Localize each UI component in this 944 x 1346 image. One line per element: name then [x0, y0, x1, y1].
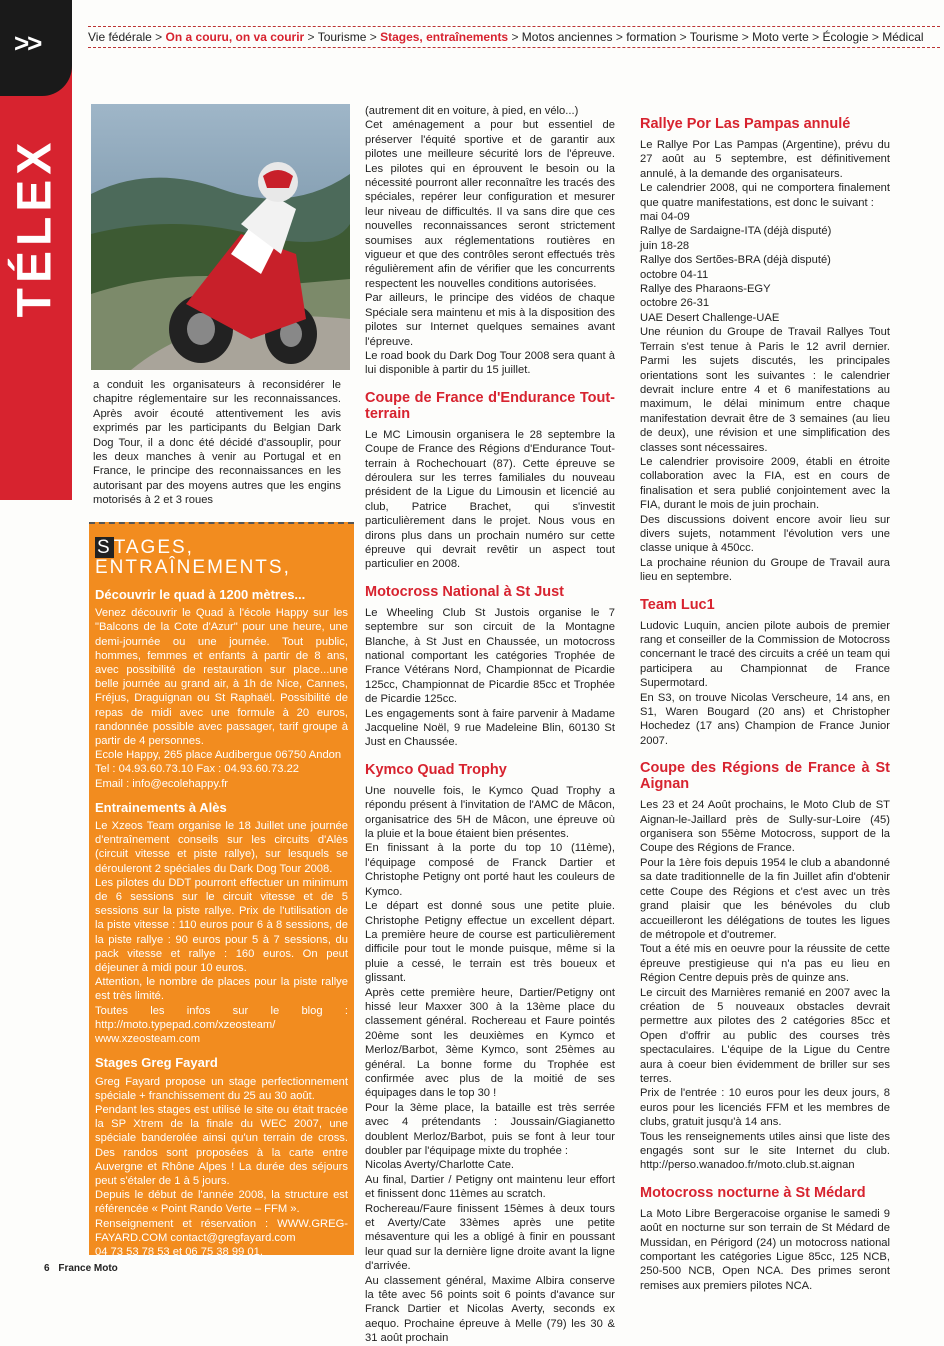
article-paragraph: Pour la 3ème place, la bataille est très serrée avec 4 prétendants : Joussain/Giagianetto doublent Merloz/Barbot, puis se font à leur tour doubler par l'équipage mixte du trophée : — [365, 1101, 615, 1157]
breadcrumb-separator: > — [151, 30, 166, 44]
article-paragraph: octobre 04-11 — [640, 268, 709, 281]
breadcrumb-item[interactable]: Médical — [882, 30, 924, 44]
column-3 — [640, 116, 890, 1293]
article-paragraph: Venez découvrir le Quad à l'école Happy sur les "Balcons de la Cote d'Azur" pour une heure, une demi-journée ou une journée. Tout public, hommes, femmes et enfants à partir de 8 ans, avec possibilité de restauration sur place...une belle journée au grand air, à 1h de Nice, Cannes, Fréjus, Draguignan ou St Raphaël. Possibilité de repas de midi avec une formule à 20 euros, randonnée possible avec passager, tarif groupe à partir de 4 personnes. — [95, 607, 348, 748]
article-paragraph: Le calendrier 2008, qui ne comportera finalement que quatre manifestations, est donc le suivant : — [640, 182, 890, 209]
breadcrumb-separator: > — [508, 30, 522, 44]
arrow-icon: >> — [14, 28, 41, 58]
article-paragraph: Tous les renseignements utiles ainsi que liste des engagés sont sur le site Internet du club. http://perso.wanadoo.fr/moto.club.st.aignan — [640, 1130, 890, 1172]
photo-motorcyclist — [91, 104, 350, 370]
article-heading: Entrainements à Alès — [95, 799, 227, 815]
breadcrumb-separator: > — [366, 30, 381, 44]
breadcrumb-item[interactable]: formation — [626, 30, 677, 44]
breadcrumb-separator: > — [676, 30, 690, 44]
motorcyclist-illustration — [91, 104, 350, 370]
breadcrumb-item[interactable]: Écologie — [822, 30, 869, 44]
breadcrumb-item[interactable]: Tourisme — [689, 30, 739, 44]
article-paragraph: Rallye de Sardaigne-ITA (déjà disputé) — [640, 225, 832, 238]
section-title: TÉLEX — [8, 137, 62, 318]
breadcrumb-item[interactable]: Tourisme — [317, 30, 367, 44]
article-paragraph: Cet aménagement a pour but essentiel de préserver l'équité sportive et de garantir aux pilotes une meilleure sécurité lors de l'épreuve. Les pilotes qui en éprouvent le besoin ou la nécessité pourront aller reconnaître les tracés des spéciales, repérer leur configuration et mesurer leur niveau de difficultés. Il va sans dire que ces nouvelles reconnaissances seront strictement soumises aux réglementations routières en vigueur et que des contrôles seront effectués très régulièrement afin de vérifier que les concurrents respectent les nouvelles conditions autorisées. — [365, 119, 615, 290]
page-footer — [44, 1263, 118, 1274]
article-paragraph: Tel : 04.93.60.73.10 Fax : 04.93.60.73.22 — [95, 763, 300, 776]
article-paragraph: La prochaine réunion du Groupe de Travail aura lieu en septembre. — [640, 556, 890, 584]
article-paragraph: Au classement général, Maxime Albira conserve la tête avec 56 points soit 6 points d'avance sur Franck Dartier et Nicolas Averty, seconds ex aequo. Prochaine épreuve à Melle (79) les 30 & 31 août prochain — [365, 1274, 615, 1345]
breadcrumb-item[interactable]: Motos anciennes — [521, 30, 613, 44]
breadcrumb-separator: > — [612, 30, 627, 44]
article-paragraph: juin 18-28 — [640, 239, 690, 252]
article-paragraph: Une nouvelle fois, le Kymco Quad Trophy a répondu présent à l'invitation de l'AMC de Mâcon, organisatrice des 5H de Mâcon, une épreuve où la pluie et la boue étaient bien présentes. — [365, 784, 615, 841]
article-paragraph: Renseignement et réservation : WWW.GREG-FAYARD.COM contact@gregfayard.com — [95, 1217, 348, 1244]
article-paragraph: Le road book du Dark Dog Tour 2008 sera quant à lui disponible à partir du 15 juillet. — [365, 349, 615, 377]
box-title: S TAGES, ENTRAÎNEMENTS, — [95, 537, 291, 578]
section-tab-header — [0, 0, 72, 96]
article-paragraph: Les engagements sont à faire parvenir à Madame Jacqueline Noël, 9 rue Madeleine Blin, 60130 St Just en Chaussée. — [365, 707, 615, 749]
article-paragraph: Après cette première heure, Dartier/Petigny ont hissé leur Maxxer 300 à la 13ème place du classement général. Rochereau et Faure pointés 20ème sont les deuxièmes en Kymco et Merloz/Barbot, 3ème Kymco, sont 25èmes au général. La bonne forme du Trophée est confirmée avec plus de la moitié de ses équipages dans le top 30 ! — [365, 986, 615, 1100]
article-paragraph: Tout a été mis en oeuvre pour la réussite de cette épreuve prestigieuse qui n'a pas eu lieu en Région Centre depuis près de quinze ans. — [640, 943, 890, 985]
column-1-text — [93, 378, 341, 508]
article-heading: Coupe de France d'Endurance Tout-terrain — [365, 389, 615, 422]
article-paragraph: Au final, Dartier / Petigny ont maintenu leur effort et finissent donc 11èmes au scratch. — [365, 1173, 615, 1201]
article-paragraph: Rochereau/Faure finissent 15èmes à deux tours et Averty/Cate 33èmes après une petite mésaventure qui les a obligé à finir en poussant leur quad sur la dernière ligne droite avant la ligne d'arrivée. — [365, 1202, 615, 1273]
article-paragraph: Le Xzeos Team organise le 18 Juillet une journée d'entraînement conseils sur les circuits d'Alès (circuit vitesse et piste rallye), sur lesquels se dérouleront 2 spéciales du Dark Dog Tour 2008. — [95, 820, 348, 875]
article-paragraph: Le circuit des Marnières remanié en 2007 avec la création de 5 nouveaux obstacles devrait permettre aux pilotes des 2 catégories 85cc et Open d'offrir au public des courses très spectaculaires. L'équipe de la Ligue du Centre aura à coeur bien évidemment de briller sur ses terres. — [640, 986, 890, 1085]
article-paragraph: octobre 26-31 — [640, 297, 710, 310]
breadcrumb — [88, 26, 940, 48]
article-paragraph: Une réunion du Groupe de Travail Rallyes Tout Terrain s'est tenue à Paris le 12 avril dernier. Parmi les sujets discutés, les principales orientations sont les suivantes : le calendrier devrait inclure entre 4 et 6 manifestations au maximum, le délai minimum entre chaque manifestation devrait être de 3 semaines (au lieu de deux), une révision et une simplification des classes sont nécessaires. — [640, 326, 890, 454]
column-2 — [365, 104, 615, 1346]
article-paragraph: En S3, on trouve Nicolas Verscheure, 14 ans, en S1, Waren Bougard (20 ans) et Christopher Hochedez (17 ans) Champion de France Junior 2007. — [640, 691, 890, 747]
article-paragraph: Le MC Limousin organisera le 28 septembre la Coupe de France des Régions d'Endurance Tout-terrain à Rochechouart (87). Cette épreuve se déroulera sur les terres familiales du nouveau président de la Ligue du Limousin et licencié au club, Patrice Brachet, qui s'investit particulièrement dans le projet. Nous vous en dirons plus dans un prochain numéro sur cette épreuve qui devrait revêtir un aspect tout particulier en 2008. — [365, 428, 615, 571]
magazine-name: France Moto — [58, 1263, 118, 1274]
article-paragraph: Les 23 et 24 Août prochains, le Moto Club de ST Aignan-le-Jaillard près de Sully-sur-Loire (45) organisera son 55ème Motocross, support de la Coupe des Régions de France. — [640, 799, 890, 855]
article-paragraph: Rallye des Pharaons-EGY — [640, 283, 771, 296]
breadcrumb-item[interactable]: Moto verte — [752, 30, 809, 44]
breadcrumb-separator: > — [808, 30, 823, 44]
article-paragraph: Prix de l'entrée : 10 euros pour les deux jours, 8 euros pour les licenciés FFM et les membres de clubs, gratuit jusqu'à 14 ans. — [640, 1087, 890, 1129]
article-paragraph: Par ailleurs, le principe des vidéos de chaque Spéciale sera maintenu et mis à la disposition des pilotes sur Internet quelques semaines avant l'épreuve. — [365, 292, 615, 348]
article-paragraph: 04 73 53 78 53 et 06 75 38 99 01. — [95, 1245, 263, 1258]
article-paragraph: En finissant à la porte du top 10 (11ème), l'équipage composé de Franck Dartier et Christophe Petigny ont porté haut les couleurs de Kymco. — [365, 842, 615, 898]
article-paragraph: Des discussions doivent encore avoir lieu sur divers sujets, notamment l'évolution vers une classe unique à 450cc. — [640, 513, 890, 555]
article-paragraph: Le calendrier provisoire 2009, établi en étroite collaboration avec la FIA, est en cours de finalisation et sera publié conjointement avec la FIA, durant le mois de juin prochain. — [640, 455, 890, 512]
article-paragraph: Ecole Happy, 265 place Audibergue 06750 Andon — [95, 749, 342, 762]
article-heading: Stages Greg Fayard — [95, 1055, 218, 1071]
article-heading: Motocross National à St Just — [365, 583, 565, 600]
breadcrumb-separator: > — [868, 30, 883, 44]
breadcrumb-item[interactable]: Stages, entraînements — [380, 30, 509, 44]
article-heading: Rallye Por Las Pampas annulé — [640, 116, 851, 132]
article-paragraph: Email : info@ecolehappy.fr — [95, 777, 229, 790]
article-heading: Découvrir le quad à 1200 mètres... — [95, 587, 306, 602]
article-paragraph: Rallye dos Sertões-BRA (déjà disputé) — [640, 254, 831, 267]
breadcrumb-separator: > — [304, 30, 318, 44]
article-paragraph: Depuis le début de l'année 2008, la structure est référencée « Point Rando Verte – FFM ». — [95, 1189, 348, 1216]
article-paragraph: UAE Desert Challenge-UAE — [640, 311, 780, 324]
article-paragraph: a conduit les organisateurs à reconsidérer le chapitre réglementaire sur les reconnaissances. Après avoir écouté attentivement les avis exprimés par les participants du Belgian Dark Dog Tour, il a donc été décidé d'assouplir, pour les deux manches à venir au Portugal et en France, le principe des reconnaissances en les autorisant par des moyens autres que les engins motorisés à 2 et 3 roues — [93, 379, 341, 507]
article-paragraph: Greg Fayard propose un stage perfectionnement spéciale + franchissement du 25 au 30 août. — [95, 1075, 348, 1102]
breadcrumb-separator: > — [738, 30, 753, 44]
breadcrumb-item[interactable]: On a couru, on va courir — [165, 30, 305, 44]
article-paragraph: Le Rallye Por Las Pampas (Argentine), prévu du 27 août au 5 septembre, est définitivement annulé, à la demande des organisateurs. — [640, 139, 890, 180]
article-paragraph: (autrement dit en voiture, à pied, en vélo...) — [365, 105, 579, 117]
article-paragraph: Pour la 1ère fois depuis 1954 le club a abandonné sa date traditionnelle de la fin Juillet afin d'obtenir cette Coupe des Régions et c'est avec un très grand plaisir que les bénévoles du club accueilleront les délégations de toutes les ligues de métropole et d'outremer. — [640, 856, 890, 941]
article-paragraph: Le Wheeling Club St Justois organise le 7 septembre sur son circuit de la Montagne Blanche, à St Just en Chaussée, un motocross national comportant les catégories Trophée de France Vétérans Nord, Championnat de Picardie 125cc, Championnat de Picardie 85cc et Trophée de Picardie 125cc. — [365, 606, 615, 706]
article-heading: Team Luc1 — [640, 596, 715, 613]
article-paragraph: Attention, le nombre de places pour la piste rallye est très limité. — [95, 976, 348, 1003]
article-heading: Coupe des Régions de France à St Aignan — [640, 760, 890, 793]
article-paragraph: Pendant les stages est utilisé le site ou était tracée la SP Xtrem de la finale du WEC 2007, une spéciale banderolée ainsi qu'un terrain de cross. Des randos sont proposées à la carte entre Auvergne et Rhône Alpes ! La durée des séjours peut s'étaler de 1 à 5 jours. — [95, 1103, 348, 1187]
article-paragraph: Nicolas Averty/Charlotte Cate. — [365, 1159, 515, 1172]
section-tab — [0, 0, 72, 500]
stages-box — [89, 522, 354, 1258]
article-paragraph: Les pilotes du DDT pourront effectuer un minimum de 6 sessions sur le circuit vitesse et de 5 sessions sur la piste rallye. Prix de l'utilisation de la piste vitesse : 110 euros pour 6 à 8 sessions, de la piste rallye : 90 euros pour 5 à 7 sessions, du pack vitesse et rallye : 160 euros. On peut déjeuner à midi pour 10 euros. — [95, 876, 348, 975]
article-heading: Motocross nocturne à St Médard — [640, 1184, 866, 1201]
article-paragraph: Le départ est donné sous une petite pluie. Christophe Petigny effectue un excellent départ. La première heure de course est particulièrement difficile pour tout le monde puisque, même si la pluie a cessé, le terrain est très boueux et glissant. — [365, 900, 615, 985]
breadcrumb-item[interactable]: Vie fédérale — [88, 30, 152, 44]
article-paragraph: Toutes les infos sur le blog : http://moto.typepad.com/xzeosteam/ www.xzeosteam.com — [95, 1004, 348, 1046]
article-paragraph: La Moto Libre Bergeracoise organise le samedi 9 août en nocturne sur son terrain de St Médard de Mussidan, en Périgord (24) un motocross national comportant les catégories Ligue 85cc, 125 NCB, 250-500 NCB, Open NCA. Des primes seront remises aux premiers pilotes NCA. — [640, 1207, 890, 1292]
article-paragraph: mai 04-09 — [640, 211, 690, 224]
article-heading: Kymco Quad Trophy — [365, 761, 507, 778]
page-number: 6 — [44, 1263, 50, 1274]
article-paragraph: Ludovic Luquin, ancien pilote aubois de premier rang et conseiller de la Commission de Motocross concernant le tracé des circuits a créé un team qui participera au Championnat de France Supermotard. — [640, 619, 890, 690]
